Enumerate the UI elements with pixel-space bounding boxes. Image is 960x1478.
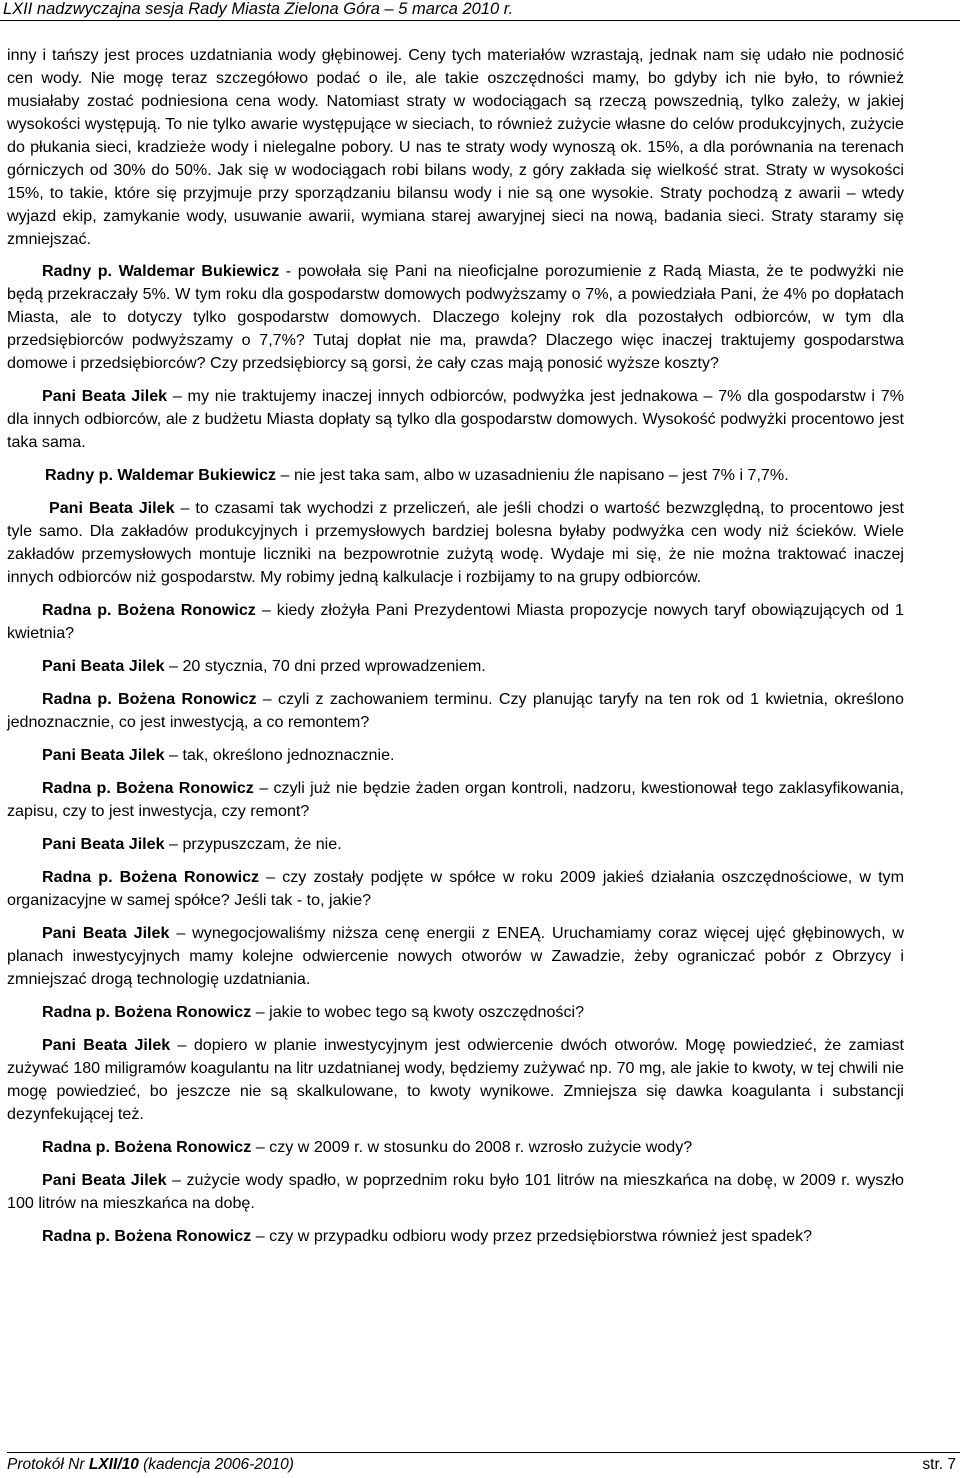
speaker-name: Radna p. Bożena Ronowicz	[42, 601, 256, 619]
paragraph-text: - powołała się Pani na nieoficjalne porozumienie z Radą Miasta, że te podwyżki nie będą przekraczały 5%. W tym roku dla gospodarstw domowych podwyższamy o 7%, a powiedziała Pani, że 4% po dopłatach Miasta, ale to dotyczy tylko gospodarstw domowych. Dlaczego kolejny rok dla pozostałych odbiorców, w tym dla przedsiębiorców podwyższamy o 7,7%? Tutaj dopłat nie ma, prawda? Dlaczego więc inaczej traktujemy gospodarstwa domowe i przedsiębiorców? Czy przedsiębiorcy są gorsi, że cały czas mają ponosić wyższe koszty?	[7, 262, 904, 372]
speaker-name: Radny p. Waldemar Bukiewicz	[45, 466, 277, 484]
paragraph	[7, 744, 904, 767]
paragraph-text: – jakie to wobec tego są kwoty oszczędności?	[251, 1003, 585, 1021]
paragraph-text: – tak, określono jednoznacznie.	[164, 746, 395, 764]
speaker-name: Pani Beata Jilek	[42, 387, 168, 405]
header-title: LXII nadzwyczajna sesja Rady Miasta Zielona Góra – 5 marca 2010 r.	[3, 0, 514, 18]
paragraph-text: – my nie traktujemy inaczej innych odbiorców, podwyżka jest jednakowa – 7% dla gospodarstw i 7% dla innych odbiorców, ale z budżetu Miasta dopłaty są tylko dla gospodarstw domowych. Wysokość podwyżki procentowo jest taka sama.	[7, 387, 904, 451]
paragraph-text: – to czasami tak wychodzi z przeliczeń, ale jeśli chodzi o wartość bezwzględną, to procentowo jest tyle samo. Dla zakładów produkcyjnych i przemysłowych bardziej bolesna byłaby podwyżka cen wody niż ścieków. Wiele zakładów przemysłowych montuje liczniki na bezpowrotnie zużytą wodę. Wydaje mi się, że nie można traktować inaczej innych odbiorców niż gospodarstw. My robimy jedną kalkulacje i rozbijamy to na grupy odbiorców.	[7, 499, 905, 586]
speaker-name: Pani Beata Jilek	[42, 1171, 167, 1189]
speaker-name: Radna p. Bożena Ronowicz	[42, 868, 260, 886]
speaker-name: Pani Beata Jilek	[42, 835, 165, 853]
speaker-name: Radny p. Waldemar Bukiewicz	[42, 262, 280, 280]
protocol-label	[7, 1455, 294, 1475]
paragraph-text: – kiedy złożyła Pani Prezydentowi Miasta propozycje nowych taryf obowiązujących od 1 kwietnia?	[7, 601, 904, 642]
page-number: str. 7	[922, 1456, 956, 1473]
paragraph	[7, 260, 904, 375]
speaker-name: Pani Beata Jilek	[42, 657, 165, 675]
page-header	[0, 0, 960, 21]
paragraph	[7, 1136, 904, 1159]
paragraph	[7, 777, 904, 823]
speaker-name: Radna p. Bożena Ronowicz	[42, 1227, 252, 1245]
paragraph-text: – zużycie wody spadło, w poprzednim roku było 101 litrów na mieszkańca na dobę, w 2009 r. wyszło 100 litrów na mieszkańca na dobę.	[7, 1171, 904, 1212]
paragraph	[7, 1034, 904, 1126]
paragraph-text: – czyli z zachowaniem terminu. Czy planując taryfy na ten rok od 1 kwietnia, określono jednoznacznie, co jest inwestycją, a co remontem?	[7, 690, 904, 731]
paragraph	[7, 464, 904, 487]
paragraph	[7, 1001, 904, 1024]
speaker-name: Pani Beata Jilek	[42, 924, 170, 942]
paragraph-text: – nie jest taka sam, albo w uzasadnieniu źle napisano – jest 7% i 7,7%.	[276, 466, 789, 484]
paragraph	[7, 833, 904, 856]
speaker-name: Pani Beata Jilek	[42, 746, 165, 764]
paragraph	[7, 44, 904, 251]
speaker-name: Pani Beata Jilek	[49, 499, 175, 517]
paragraph	[7, 922, 904, 991]
protocol-prefix: Protokół Nr	[7, 1456, 89, 1473]
paragraph	[7, 688, 904, 734]
paragraph	[7, 1225, 904, 1248]
paragraph-text: – czy zostały podjęte w spółce w roku 2009 jakieś działania oszczędnościowe, w tym organizacyjne w samej spółce? Jeśli tak - to, jakie?	[7, 868, 904, 909]
speaker-name: Radna p. Bożena Ronowicz	[42, 1138, 252, 1156]
paragraph	[7, 655, 904, 678]
document-body	[7, 44, 904, 1258]
protocol-term: (kadencja 2006-2010)	[138, 1456, 294, 1473]
speaker-name: Radna p. Bożena Ronowicz	[42, 690, 257, 708]
paragraph	[7, 1169, 904, 1215]
paragraph	[7, 497, 904, 589]
paragraph-text: – przypuszczam, że nie.	[164, 835, 342, 853]
protocol-number: LXII/10	[88, 1456, 139, 1473]
speaker-name: Pani Beata Jilek	[42, 1036, 171, 1054]
paragraph-text: – 20 stycznia, 70 dni przed wprowadzeniem.	[164, 657, 486, 675]
paragraph-text: – czyli już nie będzie żaden organ kontroli, nadzoru, kwestionował tego zaklasyfikowania, zapisu, czy to jest inwestycja, czy remont?	[7, 779, 904, 820]
paragraph-text: – czy w przypadku odbioru wody przez przedsiębiorstwa również jest spadek?	[251, 1227, 813, 1245]
paragraph	[7, 599, 904, 645]
paragraph-text: – dopiero w planie inwestycyjnym jest odwiercenie dwóch otworów. Mogę powiedzieć, że zamiast zużywać 180 miligramów koagulantu na litr uzdatnianej wody, będziemy zużywać np. 70 mg, ale jakie to kwoty, w tej chwili nie mogę powiedzieć, bo jeszcze nie są skalkulowane, to kwoty wynikowe. Zmniejsza się dawka koagulanta i substancji dezynfekującej też.	[7, 1036, 904, 1123]
paragraph-text: – czy w 2009 r. w stosunku do 2008 r. wzrosło zużycie wody?	[251, 1138, 693, 1156]
paragraph-text: – wynegocjowaliśmy niższa cenę energii z ENEĄ. Uruchamiamy coraz więcej ujęć głębinowych, w planach inwestycyjnych mamy kolejne odwiercenie nowych otworów w Zawadzie, żeby ograniczać pobór z Obrzycy i zmniejszać drogą technologię uzdatniania.	[7, 924, 904, 988]
paragraph	[7, 385, 904, 454]
paragraph-text: inny i tańszy jest proces uzdatniania wody głębinowej. Ceny tych materiałów wzrastają, jednak nam się udało nie podnosić cen wody. Nie mogę teraz szczegółowo podać o ile, ale takie oszczędności mamy, bo gdyby ich nie było, to również musiałaby zostać podniesiona cena wody. Natomiast straty w wodociągach są rzeczą powszednią, tylko zależy, w jakiej wysokości występują. To nie tylko awarie występujące w sieciach, to również zużycie własne do celów produkcyjnych, zużycie do płukania sieci, kradzieże wody i nielegalne pobory. U nas te straty wody wynoszą ok. 15%, a dla porównania na terenach górniczych od 30% do 50%. Jak się w wodociągach robi bilans wody, z góry zakłada się wielkość strat. Straty w wysokości 15%, to takie, które się przyjmuje przy sporządzaniu bilansu wody i nie są one wysokie. Straty pochodzą z awarii – wtedy wyjazd ekip, zamykanie wody, usuwanie awarii, wymiana starej awaryjnej sieci na nową, badania sieci. Straty staramy się zmniejszać.	[7, 46, 904, 248]
paragraph	[7, 866, 904, 912]
speaker-name: Radna p. Bożena Ronowicz	[42, 1003, 252, 1021]
speaker-name: Radna p. Bożena Ronowicz	[42, 779, 254, 797]
page-footer	[7, 1452, 960, 1478]
